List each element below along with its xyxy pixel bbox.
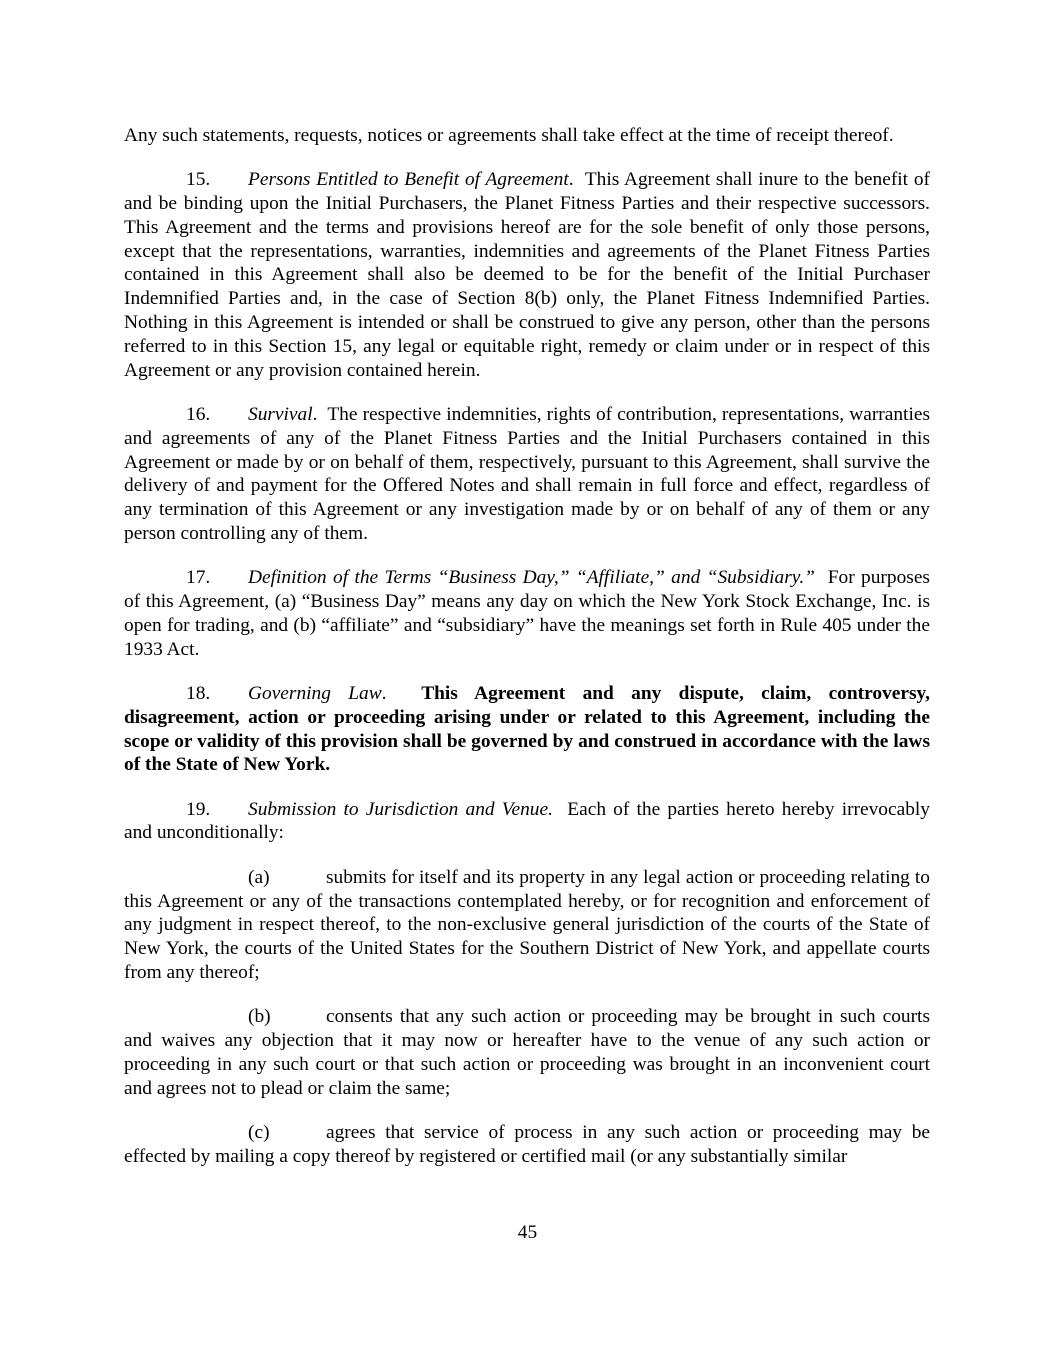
section-18: 18. Governing Law. This Agreement and any dispute, claim, controversy, disagreement, action or proceeding arising under or related to this Agreement, including the scope or validity of this provision shall be governed by and construed in accordance with the laws of the State of New York.: [124, 682, 930, 776]
section-15: 15. Persons Entitled to Benefit of Agreement. This Agreement shall inure to the benefit of and be binding upon the Initial Purchasers, the Planet Fitness Parties and their respective successors. This Agreement and the terms and provisions hereof are for the sole benefit of only those persons, except that the representations, warranties, indemnities and agreements of the Planet Fitness Parties contained in this Agreement shall also be deemed to be for the benefit of the Initial Purchaser Indemnified Parties and, in the case of Section 8(b) only, the Planet Fitness Indemnified Parties. Nothing in this Agreement is intended or shall be construed to give any person, other than the persons referred to in this Section 15, any legal or equitable right, remedy or claim under or in respect of this Agreement or any provision contained herein.: [124, 169, 930, 381]
section-17: [124, 566, 930, 661]
document-page: [124, 124, 930, 1168]
section-body: This Agreement shall inure to the benefit of and be binding upon the Initial Purchasers, the Planet Fitness Parties and their respective successors. This Agreement and the terms and provisions hereof are for the sole benefit of only those persons, except that the representations, warranties, indemnities and agreements of the Planet Fitness Parties contained in this Agreement shall also be deemed to be for the benefit of the Initial Purchaser Indemnified Parties and, in the case of Section 8(b) only, the Planet Fitness Indemnified Parties. Nothing in this Agreement is intended or shall be construed to give any person, other than the persons referred to in this Section 15, any legal or equitable right, remedy or claim under or in respect of this Agreement or any provision contained herein.: [124, 169, 930, 381]
section-body: Each of the parties hereto hereby irrevocably and unconditionally:: [124, 798, 930, 844]
section-number: 19.: [186, 798, 211, 820]
subsection-label: (a): [248, 866, 270, 888]
subsection-body: submits for itself and its property in any legal action or proceeding relating to this Agreement or any of the transactions contemplated hereby, or for recognition and enforcement of any judgment in respect thereof, to the non-exclusive general jurisdiction of the courts of the State of New York, the courts of the United States for the Southern District of New York, and appellate courts from any thereof;: [124, 866, 930, 983]
section-number: 17.: [186, 567, 211, 589]
subsection-c: [124, 1121, 930, 1169]
subsection-b: [124, 1005, 930, 1100]
section-title: Survival: [248, 403, 313, 425]
page-number: 45: [517, 1222, 538, 1243]
intro-paragraph: Any such statements, requests, notices or agreements shall take effect at the time of receipt thereof.: [124, 125, 894, 146]
subsection-label: (c): [248, 1121, 270, 1143]
section-body: The respective indemnities, rights of contribution, representations, warranties and agreements of any of the Planet Fitness Parties and the Initial Purchasers contained in this Agreement or made by or on behalf of them, respectively, pursuant to this Agreement, shall survive the delivery of and payment for the Offered Notes and shall remain in full force and effect, regardless of any termination of this Agreement or any investigation made by or on behalf of any of them or any person controlling any of them.: [124, 403, 930, 544]
section-title: Submission to Jurisdiction and Venue.: [248, 798, 553, 820]
section-number: 16.: [186, 403, 211, 425]
section-body: This Agreement and any dispute, claim, controversy, disagreement, action or proceeding arising under or related to this Agreement, including the scope or validity of this provision shall be governed by and construed in accordance with the laws of the State of New York.: [124, 682, 930, 776]
subsection-body: agrees that service of process in any such action or proceeding may be effected by mailing a copy thereof by registered or certified mail (or any substantially similar: [124, 1121, 930, 1167]
section-19: [124, 798, 930, 846]
section-title: Persons Entitled to Benefit of Agreement: [248, 169, 569, 191]
subsection-a: [124, 866, 930, 985]
section-body: For purposes of this Agreement, (a) “Business Day” means any day on which the New York Stock Exchange, Inc. is open for trading, and (b) “affiliate” and “subsidiary” have the meanings set forth in Rule 405 under the 1933 Act.: [124, 567, 930, 660]
section-16: 16. Survival. The respective indemnities, rights of contribution, representations, warranties and agreements of any of the Planet Fitness Parties and the Initial Purchasers contained in this Agreement or made by or on behalf of them, respectively, pursuant to this Agreement, shall survive the delivery of and payment for the Offered Notes and shall remain in full force and effect, regardless of any termination of this Agreement or any investigation made by or on behalf of any of them or any person controlling any of them.: [124, 403, 930, 544]
subsection-label: (b): [248, 1006, 271, 1028]
section-number: 15.: [186, 169, 211, 191]
section-title: Definition of the Terms “Business Day,” “Affiliate,” and “Subsidiary.”: [248, 567, 815, 589]
section-number: 18.: [186, 682, 211, 704]
section-title: Governing Law: [248, 682, 382, 704]
subsection-body: consents that any such action or proceeding may be brought in such courts and waives any objection that it may now or hereafter have to the venue of any such action or proceeding in any such court or that such action or proceeding was brought in an inconvenient court and agrees not to plead or claim the same;: [124, 1006, 930, 1099]
